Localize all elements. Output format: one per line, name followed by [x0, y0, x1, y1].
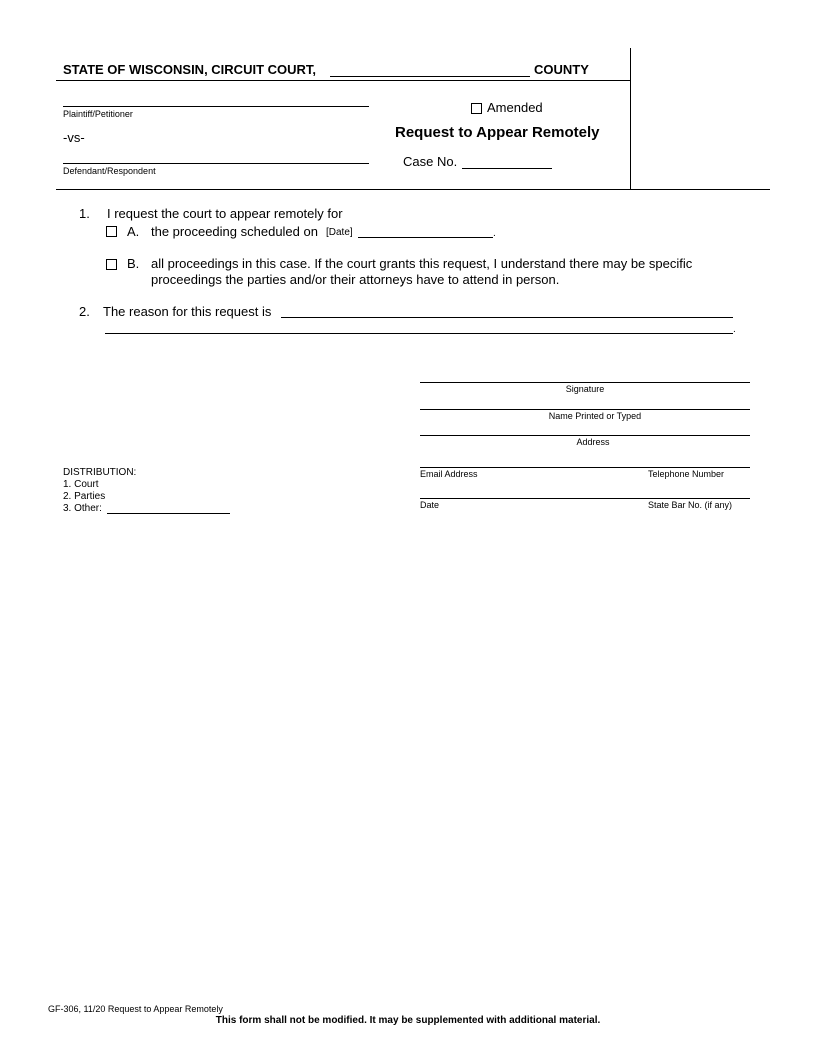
header-divider — [56, 80, 630, 81]
plaintiff-name-field[interactable] — [63, 106, 369, 107]
option-b-text-line1: all proceedings in this case. If the court grants this request, I understand there may be specific — [151, 256, 693, 271]
option-b-text-line2: proceedings the parties and/or their attorneys have to attend in person. — [151, 272, 560, 287]
form-id: GF-306, 11/20 Request to Appear Remotely — [48, 1004, 223, 1014]
signature-field[interactable] — [420, 382, 750, 383]
distribution-other: 3. Other: — [63, 503, 102, 514]
email-label: Email Address — [420, 469, 478, 479]
option-b-letter: B. — [127, 256, 140, 271]
state-bar-label: State Bar No. (if any) — [648, 500, 733, 510]
court-heading-prefix: STATE OF WISCONSIN, CIRCUIT COURT, — [63, 62, 317, 77]
item1-text: I request the court to appear remotely for — [107, 206, 343, 221]
item1-number: 1. — [79, 206, 90, 221]
plaintiff-label: Plaintiff/Petitioner — [63, 109, 133, 119]
defendant-name-field[interactable] — [63, 163, 369, 164]
signature-label: Signature — [565, 384, 605, 394]
case-number-label: Case No. — [403, 154, 458, 169]
telephone-label: Telephone Number — [648, 469, 725, 479]
form-title: Request to Appear Remotely — [395, 124, 600, 141]
address-label: Address — [576, 437, 610, 447]
reason-period: . — [733, 324, 736, 335]
county-name-field[interactable] — [330, 76, 530, 77]
distribution-court: 1. Court — [63, 479, 99, 490]
case-number-field[interactable] — [462, 168, 552, 169]
option-a-date-hint: [Date] — [326, 227, 353, 238]
name-printed-field[interactable] — [420, 409, 750, 410]
distribution-parties: 2. Parties — [63, 491, 106, 502]
option-a-date-field[interactable] — [358, 237, 493, 238]
reason-field-line1[interactable] — [281, 317, 733, 318]
versus-label: -vs- — [63, 130, 85, 145]
reason-field-line2[interactable] — [105, 333, 733, 334]
name-printed-label: Name Printed or Typed — [548, 411, 642, 421]
item2-text: The reason for this request is — [103, 304, 272, 319]
option-a-period: . — [493, 228, 496, 239]
address-field[interactable] — [420, 435, 750, 436]
option-a-checkbox[interactable] — [106, 226, 117, 237]
distribution-other-field[interactable] — [107, 513, 230, 514]
option-a-letter: A. — [127, 224, 140, 239]
amended-label: Amended — [487, 100, 543, 115]
footer-notice: This form shall not be modified. It may be supplemented with additional material. — [215, 1015, 601, 1026]
email-phone-field[interactable] — [420, 467, 750, 468]
option-b-checkbox[interactable] — [106, 259, 117, 270]
caption-bottom-divider — [56, 189, 770, 190]
amended-checkbox[interactable] — [471, 103, 482, 114]
date-barno-field[interactable] — [420, 498, 750, 499]
court-heading-suffix: COUNTY — [534, 62, 589, 77]
date-label: Date — [420, 500, 440, 510]
defendant-label: Defendant/Respondent — [63, 166, 156, 176]
distribution-title: DISTRIBUTION: — [63, 467, 137, 478]
option-a-text: the proceeding scheduled on — [151, 224, 318, 239]
item2-number: 2. — [79, 304, 90, 319]
header-vertical-divider — [630, 48, 631, 189]
